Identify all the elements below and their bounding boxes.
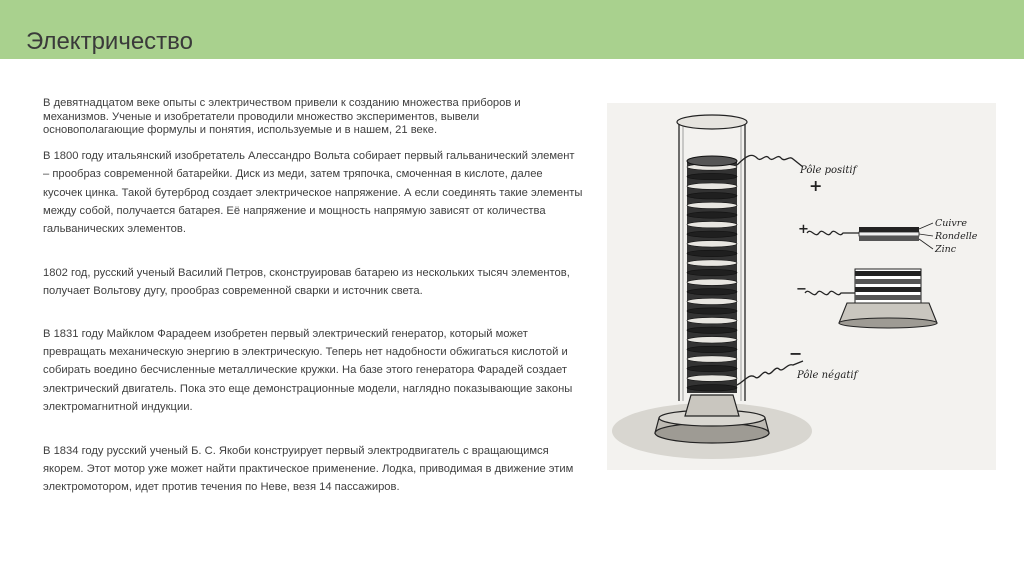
pole-negative-label: Pôle négatif xyxy=(797,370,858,381)
pile-disc xyxy=(687,308,737,314)
pile-disc xyxy=(687,375,737,381)
plus-sign: + xyxy=(809,176,823,195)
pile-disc xyxy=(687,337,737,343)
rondelle-label: Rondelle xyxy=(935,231,978,242)
pile-disc xyxy=(687,173,737,179)
voltaic-pile-drawing xyxy=(607,103,996,470)
paragraph-petrov: 1802 год, русский ученый Василий Петров, сконструировав батарею из нескольких тысяч элементов, получает Вольтову дугу, прообраз современной сварки и источник света. xyxy=(43,266,570,298)
voltaic-pile-illustration xyxy=(607,103,996,470)
pile-disc xyxy=(687,231,737,237)
svg-text:−: − xyxy=(796,282,807,297)
minus-sign-bottom: − xyxy=(789,344,803,363)
pile-disc xyxy=(687,202,737,208)
text-content xyxy=(43,97,583,497)
pile-disc xyxy=(687,327,737,333)
pile-disc xyxy=(687,241,737,247)
pile-disc xyxy=(687,212,737,218)
zinc-label: Zinc xyxy=(935,244,957,255)
pile-disc xyxy=(687,250,737,256)
pile-disc xyxy=(687,356,737,362)
pile-disc xyxy=(687,269,737,275)
pile-disc xyxy=(687,221,737,227)
pile-disc xyxy=(687,183,737,189)
cuivre-label: Cuivre xyxy=(935,218,967,229)
header-bar xyxy=(0,0,1024,59)
pile-disc xyxy=(687,289,737,295)
paragraph-volta: В 1800 году итальянский изобретатель Алессандро Вольта собирает первый гальванический элемент – прообраз современной батарейки. Диск из меди, затем тряпочка, смоченная в кислоте, далее кусочек цинка. Такой бутерброд создает электрическое напряжение. А если соединять такие элементы между собой, получается батарея. Её напряжение и мощность напрямую зависят от количества гальванических элементов. xyxy=(43,149,583,236)
pile-disc xyxy=(687,260,737,266)
pile-disc xyxy=(687,365,737,371)
pile-disc xyxy=(687,298,737,304)
svg-text:+: + xyxy=(798,222,809,237)
paragraph-intro: В девятнадцатом веке опыты с электричеством привели к созданию множества приборов и механизмов. Ученые и изобретатели проводили множество экспериментов, вывели основополагающие формулы и понятия, используемые и в нашем, 21 веке. xyxy=(43,97,521,137)
pile-disc xyxy=(687,317,737,323)
paragraph-jacobi: В 1834 году русский ученый Б. С. Якоби конструирует первый электродвигатель с вращающимся якорем. Этот мотор уже может найти практическое применение. Лодка, приводимая в движение этим электромотором, идет против течения по Неве, везя 14 пассажиров. xyxy=(43,444,574,494)
pile-disc xyxy=(687,193,737,199)
pile-disc xyxy=(687,385,737,391)
pole-positive-label: Pôle positif xyxy=(800,165,857,176)
paragraph-faraday: В 1831 году Майклом Фарадеем изобретен первый электрический генератор, который может превращать механическую энергию в электрическую. Теперь нет надобности обжигаться кислотой и собирать воедино бесчисленные металлические кружки. На базе этого генератора Фарадей создает электрический двигатель. Пока это еще демонстрационные модели, наглядно показывающие законы электромагнитной индукции. xyxy=(43,327,573,414)
page-title: Электричество xyxy=(26,28,193,55)
pile-disc xyxy=(687,346,737,352)
pile-disc xyxy=(687,279,737,285)
